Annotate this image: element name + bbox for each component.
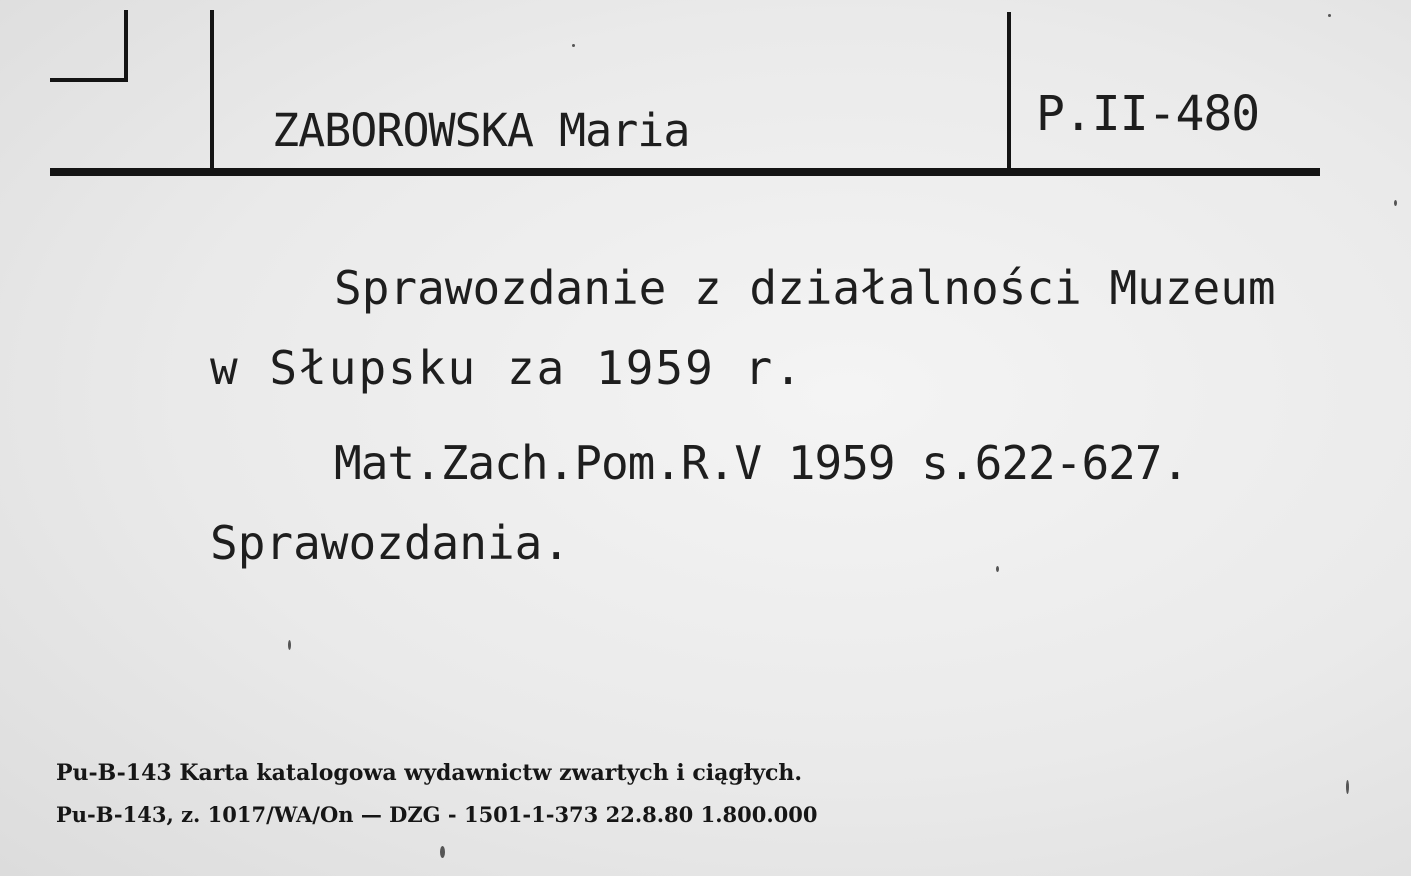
- scan-speck: [996, 566, 999, 572]
- scan-speck: [440, 846, 445, 858]
- title-line-2: w Słupsku za 1959 r.: [210, 341, 804, 395]
- header-underline: [50, 168, 1320, 176]
- form-description: Pu-B-143 Karta katalogowa wydawnictw zwartych i ciągłych.: [56, 760, 803, 786]
- call-number: P.II-480: [1036, 86, 1260, 142]
- scan-speck: [1328, 14, 1331, 17]
- scan-speck: [1346, 780, 1349, 794]
- title-line-1: Sprawozdanie z działalności Muzeum: [334, 261, 1276, 315]
- corner-horizontal-mark: [50, 78, 128, 82]
- author-name: ZABOROWSKA Maria: [272, 104, 690, 157]
- printing-info: Pu-B-143, z. 1017/WA/On — DZG - 1501-1-373 22.8.80 1.800.000: [56, 802, 818, 827]
- scan-speck: [288, 640, 291, 650]
- corner-vertical-mark: [124, 10, 128, 80]
- scan-speck: [1394, 200, 1397, 206]
- scan-speck: [572, 44, 575, 47]
- subject-heading: Sprawozdania.: [210, 516, 571, 570]
- header-left-divider: [210, 10, 214, 168]
- source-citation: Mat.Zach.Pom.R.V 1959 s.622-627.: [334, 436, 1189, 490]
- header-right-divider: [1007, 12, 1011, 169]
